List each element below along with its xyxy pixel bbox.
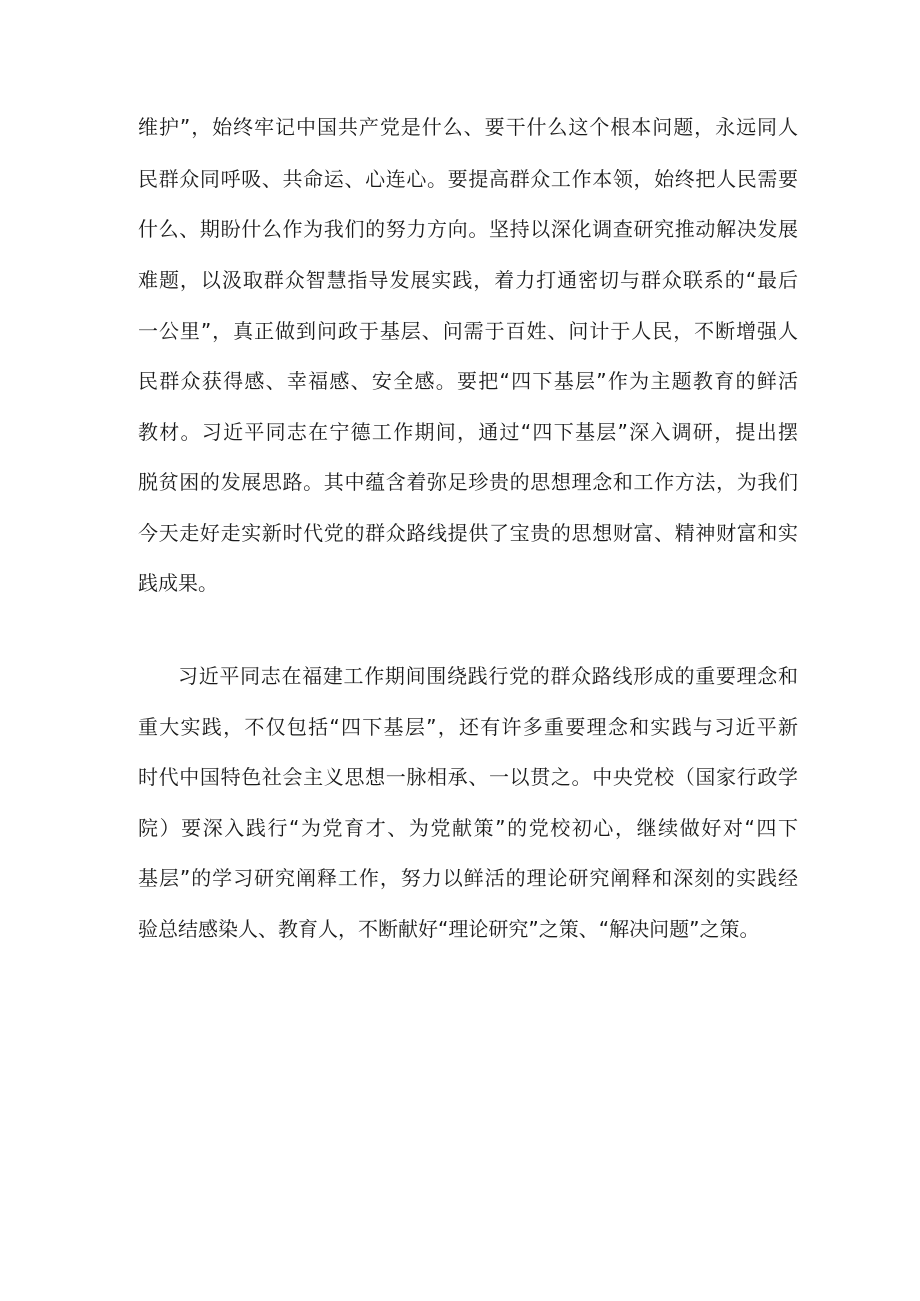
paragraph-line: 习近平同志在福建工作期间围绕践行党的群众路线形成的重要理念和 (178, 664, 798, 688)
paragraph-line: 教材。习近平同志在宁德工作期间，通过“四下基层”深入调研，提出摆 (138, 420, 798, 444)
paragraph-line: 时代中国特色社会主义思想一脉相承、一以贯之。中央党校（国家行政学 (138, 765, 798, 789)
paragraph-line: 践成果。 (138, 571, 218, 595)
paragraph-line: 民群众同呼吸、共命运、心连心。要提高群众工作本领，始终把人民需要 (138, 167, 798, 191)
paragraph-line: 难题，以汲取群众智慧指导发展实践，着力打通密切与群众联系的“最后 (138, 268, 798, 292)
paragraph-line: 院）要深入践行“为党育才、为党献策”的党校初心，继续做好对“四下 (138, 816, 798, 840)
paragraph-line: 脱贫困的发展思路。其中蕴含着弥足珍贵的思想理念和工作方法，为我们 (138, 470, 798, 494)
paragraph-line: 基层”的学习研究阐释工作，努力以鲜活的理论研究阐释和深刻的实践经 (138, 866, 798, 890)
paragraph-line: 重大实践，不仅包括“四下基层”，还有许多重要理念和实践与习近平新 (138, 715, 798, 739)
paragraph-line: 一公里”，真正做到问政于基层、问需于百姓、问计于人民，不断增强人 (138, 319, 798, 343)
paragraph-line: 验总结感染人、教育人，不断献好“理论研究”之策、“解决问题”之策。 (138, 917, 760, 941)
paragraph-line: 今天走好走实新时代党的群众路线提供了宝贵的思想财富、精神财富和实 (138, 521, 798, 545)
paragraph-line: 民群众获得感、幸福感、安全感。要把“四下基层”作为主题教育的鲜活 (138, 369, 798, 393)
paragraph-line: 维护”，始终牢记中国共产党是什么、要干什么这个根本问题，永远同人 (138, 115, 798, 139)
paragraph-line: 什么、期盼什么作为我们的努力方向。坚持以深化调查研究推动解决发展 (138, 217, 798, 241)
